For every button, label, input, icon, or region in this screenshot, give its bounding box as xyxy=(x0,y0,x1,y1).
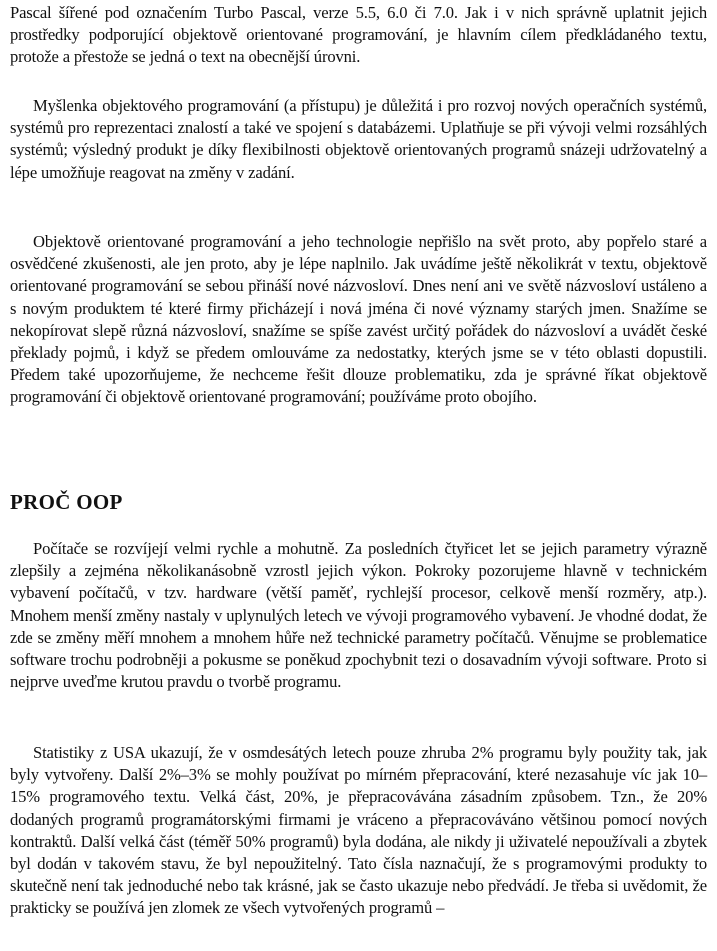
paragraph-computers-develop: Počítače se rozvíjejí velmi rychle a mohutně. Za posledních čtyřicet let se jejich parametry výrazně zlepšily a zejména několikanásobně vzrostl jejich výkon. Pokroky pozorujeme hlavně v technickém vybavení počítačů, v tzv. hardware (větší paměť, rychlejší procesor, celkově menší rozměry, atp.). Mnohem menší změny nastaly v uplynulých letech ve vývoji programového vybavení. Je vhodné dodat, že zde se změny měří mnohem a mnohem hůře než technické parametry počítačů. Věnujme se problematice software trochu podrobněji a pokusme se poněkud zpochybnit tezi o dosavadním vývoji software. Proto si nejprve uveďme krutou pravdu o tvorbě programu. xyxy=(10,539,707,692)
paragraph-turbo-pascal: Pascal šířené pod označením Turbo Pascal, verze 5.5, 6.0 či 7.0. Jak i v nich správně uplatnit jejich prostředky podporující objektově orientované programování, je hlavním cílem předkládaného textu, protože a přestože se jedná o text na obecnější úrovni. xyxy=(10,3,707,67)
section-heading: PROČ OOP xyxy=(10,490,123,514)
paragraph-object-idea: Myšlenka objektového programování (a přístupu) je důležitá i pro rozvoj nových operačních systémů, systémů pro reprezentaci znalostí a také ve spojení s databázemi. Uplatňuje se při vývoji velmi rozsáhlých systémů; výsledný produkt je díky flexibilnosti objektově orientovaných programů snázeji udržovatelný a lépe umožňuje reagovat na změny v zadání. xyxy=(10,96,707,182)
paragraph-oop-technology: Objektově orientované programování a jeho technologie nepřišlo na svět proto, aby popřelo staré a osvědčené zkušenosti, ale jen proto, aby je lépe naplnilo. Jak uvádíme ještě několikrát v textu, objektově orientované programování se sebou přináší nové názvosloví. Dnes není ani ve světě názvosloví ustáleno a s novým produktem té které firmy přicházejí i nová jména či nové významy starých jmen. Snažíme se nekopírovat slepě různá názvosloví, snažíme se spíše zavést určitý pořádek do názvosloví a uvádět české překlady pojmů, i když se předem omlouváme za nedostatky, kterých jsme se v této oblasti dopustili. Předem také upozorňujeme, že nechceme řešit dlouze problematiku, zda je správné říkat objektově programování či objektově orientované programování; používáme proto obojího. xyxy=(10,232,707,407)
paragraph-usa-statistics: Statistiky z USA ukazují, že v osmdesátých letech pouze zhruba 2% programu byly použity tak, jak byly vytvořeny. Další 2%–3% se mohly používat po mírném přepracování, které nezasahuje víc jak 10–15% programového textu. Velká část, 20%, je přepracovávána zásadním způsobem. Tzn., že 20% dodaných programů programátorskými firmami je vráceno a přepracováváno většinou pomocí nových kontraktů. Další velká část (téměř 50% programů) byla dodána, ale nikdy ji uživatelé nepoužívali a zbytek byl dodán v takovém stavu, že byl nepoužitelný. Tato čísla naznačují, že s programovými produkty to skutečně není tak jednoduché nebo tak krásné, jak se často ukazuje nebo předvádí. Je třeba si uvědomit, že prakticky se používá jen zlomek ze všech vytvořených programů – xyxy=(10,743,707,918)
